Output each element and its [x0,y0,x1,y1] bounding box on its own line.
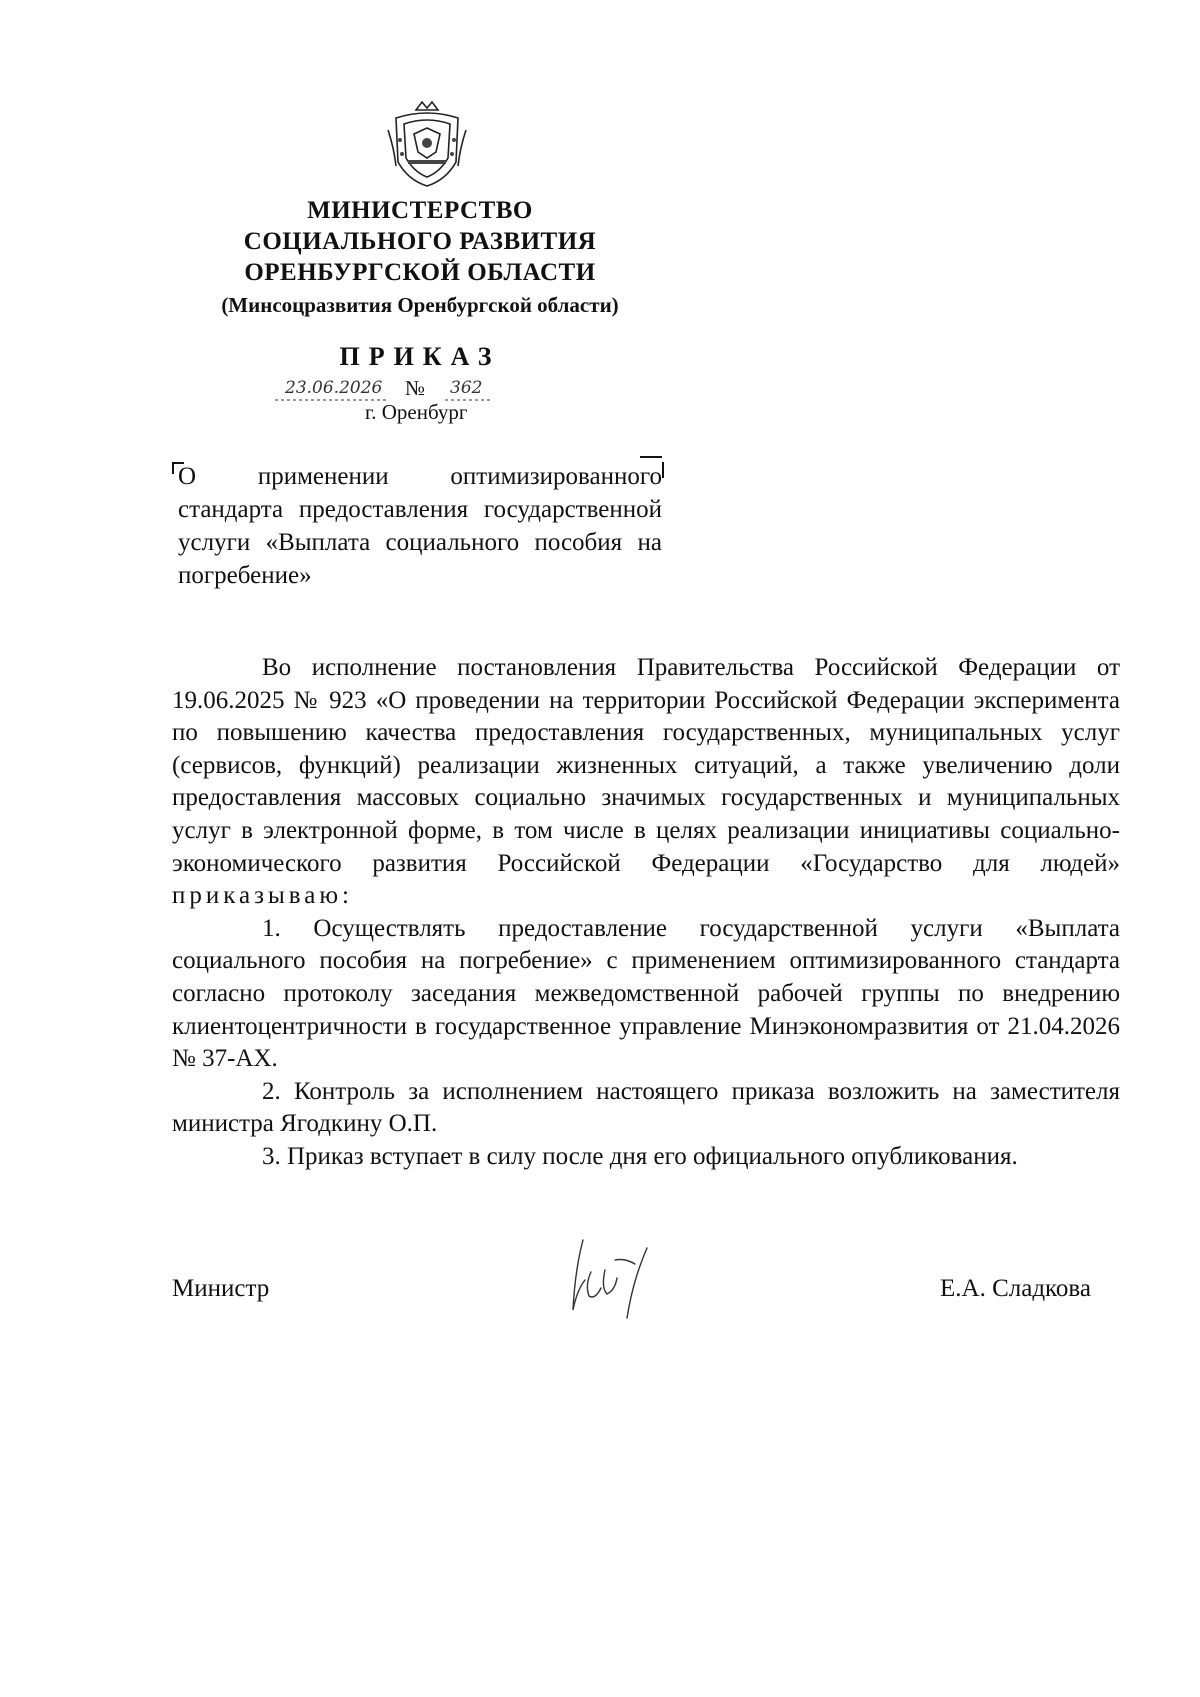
ministry-name-line1: МИНИСТЕРСТВО [307,197,533,224]
preamble-text: Во исполнение постановления Правительства Российской Федерации от 19.06.2025 № 923 «О проведении на территории Российской Федерации эксперимента по повышению качества предоставления государственных, муниципальных услуг (сервисов, функций) реализации жизненных ситуаций, а также увеличению доли предоставления массовых социально значимых государственных и муниципальных услуг в электронной форме, в том числе в целях реализации инициативы социально-экономического развития Российской Федерации «Государство для людей» [172,654,1120,877]
order-date: 23.06.2026 [285,378,383,398]
signer-name: Е.А. Сладкова [940,1275,1091,1302]
handwritten-signature [555,1230,675,1325]
order-word: приказываю: [172,882,353,910]
body-item-1: 1. Осуществлять предоставление государственной услуги «Выплата социального пособия на погребение» с применением оптимизированного стандарта согласно протоколу заседания межведомственной рабочей группы по внедрению клиентоцентричности в государственное управление Минэкономразвития от 21.04.2026 № 37-АХ. [172,914,1120,1073]
body-item-2: 2. Контроль за исполнением настоящего приказа возложить на заместителя министра Ягодкину О.П. [172,1077,1120,1138]
order-city: г. Оренбург [365,400,468,424]
ministry-name-line2: СОЦИАЛЬНОГО РАЗВИТИЯ [243,228,597,255]
body-item-3: 3. Приказ вступает в силу после дня его официального опубликования. [262,1142,1018,1170]
order-number: 362 [450,378,483,398]
order-body [172,652,1120,1174]
order-title: ПРИКАЗ [339,342,501,371]
ministry-name-line3: ОРЕНБУРГСКОЙ ОБЛАСТИ [244,259,596,286]
ministry-abbreviation: (Минсоцразвития Оренбургской области) [221,293,619,317]
signer-position: Министр [172,1275,270,1302]
order-subject: О применении оптимизированного стандарта предоставления государственной услуги «Выплата социального пособия на погребение» [178,463,662,589]
subject-bracket-right-top [640,456,662,458]
body-preamble [172,652,1120,913]
coat-of-arms-emblem [386,100,468,190]
subject-bracket-right [662,462,664,478]
order-number-label: № [405,376,426,400]
